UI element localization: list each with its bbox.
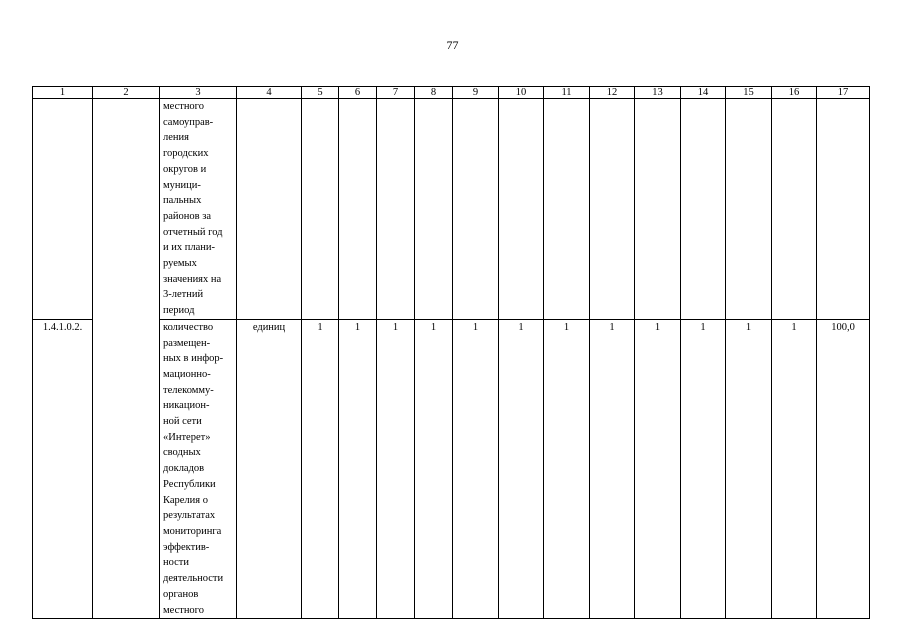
value-cell: 1	[726, 319, 772, 618]
indicator-code: 1.4.1.0.2.	[33, 319, 93, 618]
value-cell-empty	[415, 99, 453, 320]
text-line: городских	[163, 148, 209, 160]
text-line: значениях на	[163, 273, 222, 285]
value-cell-empty	[453, 99, 499, 320]
table-row	[33, 99, 870, 320]
indicator-name-text	[160, 320, 236, 618]
value-cell-empty	[544, 99, 590, 320]
text-line: 3-летний	[163, 289, 204, 301]
text-line: докладов	[163, 463, 205, 475]
text-line: результатах	[163, 510, 216, 522]
text-line: мониторинга	[163, 525, 222, 537]
indicator-table	[32, 86, 870, 619]
value-cell-empty	[817, 99, 870, 320]
text-line: мационно-	[163, 368, 211, 380]
header-cell: 16	[772, 87, 817, 99]
value-cell: 1	[377, 319, 415, 618]
column-number-row	[33, 87, 870, 99]
text-line: муници-	[163, 179, 201, 191]
value-cell: 100,0	[817, 319, 870, 618]
header-cell: 1	[33, 87, 93, 99]
text-line: органов	[163, 588, 199, 600]
header-cell: 11	[544, 87, 590, 99]
header-cell: 3	[160, 87, 237, 99]
indicator-name-cell	[160, 319, 237, 618]
text-line: ности	[163, 557, 189, 569]
header-cell: 12	[590, 87, 635, 99]
page-number: 77	[446, 38, 459, 52]
value-cell-empty	[499, 99, 544, 320]
value-cell-empty	[772, 99, 817, 320]
header-cell: 15	[726, 87, 772, 99]
header-cell: 5	[302, 87, 339, 99]
indicator-name-text	[160, 99, 236, 319]
text-line: и их плани-	[163, 242, 215, 254]
header-cell: 8	[415, 87, 453, 99]
text-line: период	[163, 305, 195, 317]
header-cell: 10	[499, 87, 544, 99]
value-cell: 1	[499, 319, 544, 618]
text-line: местного	[163, 604, 204, 616]
value-cell: 1	[339, 319, 377, 618]
text-line: размещен-	[163, 337, 211, 349]
value-cell-empty	[726, 99, 772, 320]
value-cell-empty	[590, 99, 635, 320]
unit-cell-empty	[237, 99, 302, 320]
value-cell-empty	[681, 99, 726, 320]
text-line: местного	[163, 101, 204, 112]
header-cell: 13	[635, 87, 681, 99]
text-line: ной сети	[163, 416, 202, 428]
value-cell-empty	[302, 99, 339, 320]
value-cell: 1	[772, 319, 817, 618]
text-line: сводных	[163, 447, 201, 459]
header-cell: 4	[237, 87, 302, 99]
value-cell: 1	[415, 319, 453, 618]
header-cell: 14	[681, 87, 726, 99]
indicator-name-cell	[160, 99, 237, 320]
text-line: отчетный год	[163, 226, 223, 238]
text-line: «Интерет»	[163, 431, 211, 443]
value-cell: 1	[590, 319, 635, 618]
value-cell-empty	[635, 99, 681, 320]
header-cell: 17	[817, 87, 870, 99]
text-line: округов и	[163, 163, 207, 175]
text-line: никацион-	[163, 400, 210, 412]
text-line: эффектив-	[163, 541, 210, 553]
value-cell: 1	[544, 319, 590, 618]
value-cell: 1	[681, 319, 726, 618]
text-line: Карелия о	[163, 494, 208, 506]
header-cell: 7	[377, 87, 415, 99]
text-line: количество	[163, 321, 214, 333]
header-cell: 6	[339, 87, 377, 99]
unit-cell: единиц	[237, 319, 302, 618]
text-line: руемых	[163, 258, 197, 270]
text-line: пальных	[163, 195, 202, 207]
text-line: районов за	[163, 210, 212, 222]
header-cell: 9	[453, 87, 499, 99]
text-line: ных в инфор-	[163, 353, 224, 365]
value-cell-empty	[339, 99, 377, 320]
value-cell: 1	[302, 319, 339, 618]
col2-merged-cell	[93, 99, 160, 619]
text-line: телекомму-	[163, 384, 214, 396]
text-line: ления	[163, 132, 189, 144]
text-line: деятельности	[163, 573, 224, 585]
text-line: Республики	[163, 478, 216, 490]
code-cell-empty	[33, 99, 93, 320]
text-line: самоуправ-	[163, 116, 214, 128]
header-cell: 2	[93, 87, 160, 99]
value-cell: 1	[453, 319, 499, 618]
value-cell: 1	[635, 319, 681, 618]
value-cell-empty	[377, 99, 415, 320]
